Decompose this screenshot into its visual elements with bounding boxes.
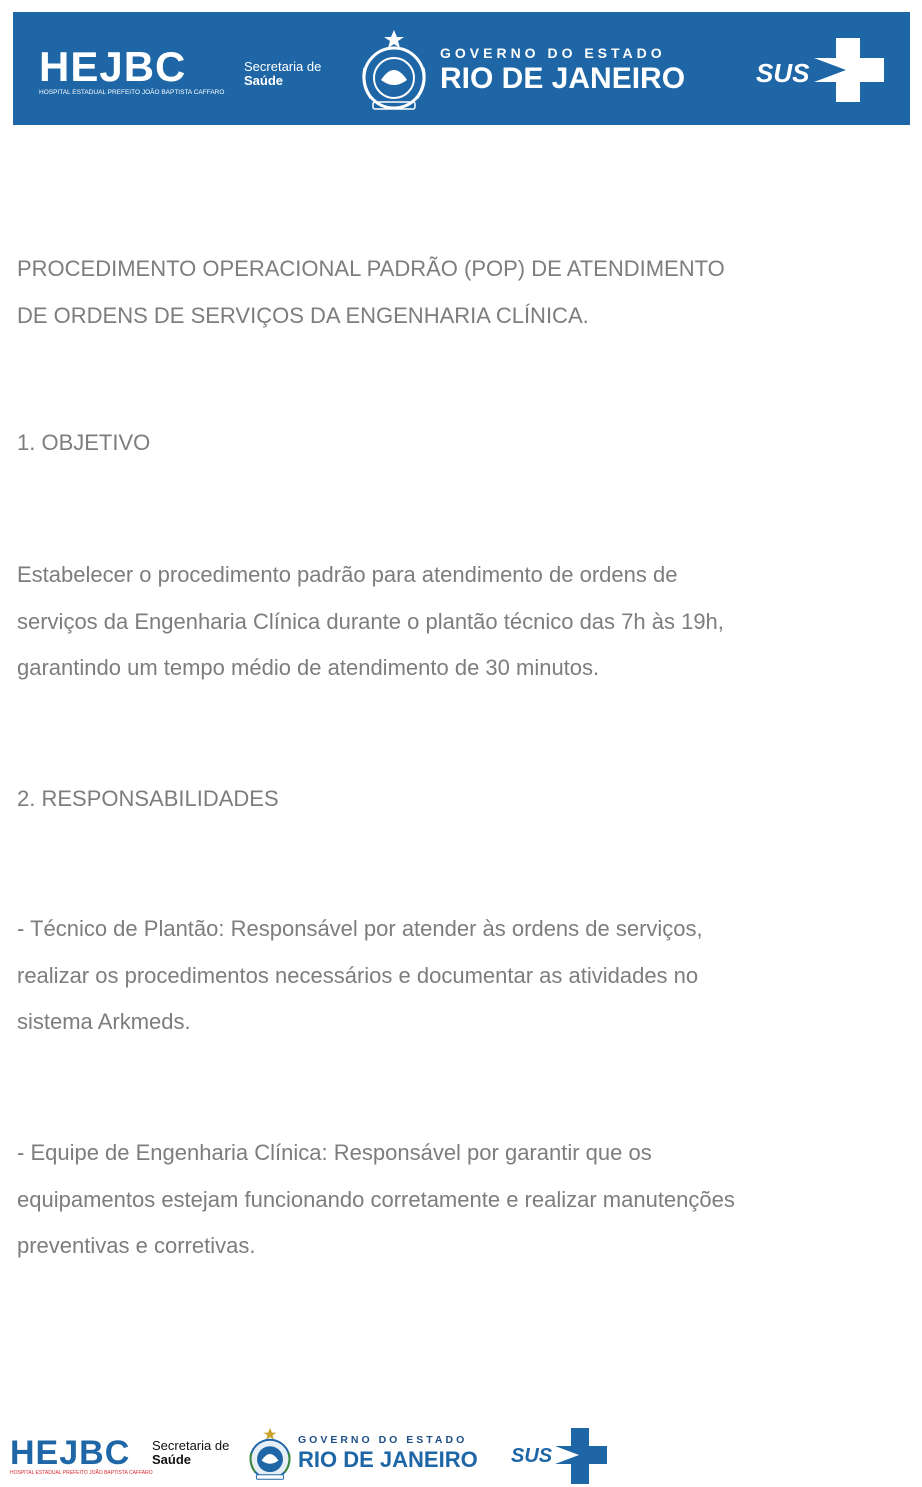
governo-line1: GOVERNO DO ESTADO: [298, 1434, 468, 1446]
paragraph-line: preventivas e corretivas.: [17, 1233, 256, 1258]
sus-text: SUS: [511, 1445, 553, 1467]
hejbc-logo-text: HEJBC: [39, 43, 187, 90]
title-line2: DE ORDENS DE SERVIÇOS DA ENGENHARIA CLÍNICA.: [17, 302, 589, 328]
paragraph-line: - Equipe de Engenharia Clínica: Responsável por garantir que os: [17, 1140, 652, 1165]
secretaria-line1: Secretaria de: [152, 1438, 230, 1453]
hejbc-logo-subtext: HOSPITAL ESTADUAL PREFEITO JOÃO BAPTISTA CAFFARO: [39, 89, 225, 96]
paragraph-line: Estabelecer o procedimento padrão para atendimento de ordens de: [17, 562, 678, 587]
secretaria-line1: Secretaria de: [244, 59, 322, 74]
paragraph-line: sistema Arkmeds.: [17, 1009, 191, 1034]
governo-line1: GOVERNO DO ESTADO: [440, 45, 666, 61]
governo-estado-label: [298, 1435, 478, 1471]
hejbc-logo: [10, 1436, 153, 1476]
secretaria-line2: Saúde: [244, 73, 284, 89]
responsabilidade-tecnico-plantao: [17, 906, 817, 1046]
sus-cross-icon: [814, 38, 884, 102]
sus-text: SUS: [756, 58, 810, 88]
sus-cross-icon: [555, 1428, 607, 1484]
section-objetivo-heading: [17, 420, 150, 467]
document-title: [17, 246, 817, 339]
governo-estado-label: [440, 46, 685, 94]
footer-logos: [0, 1420, 922, 1487]
secretaria-saude-label: [152, 1439, 229, 1468]
title-line1: PROCEDIMENTO OPERACIONAL PADRÃO (POP) DE ATENDIMENTO: [17, 256, 725, 281]
responsabilidade-equipe-engenharia: [17, 1130, 817, 1270]
hejbc-logo: [39, 43, 225, 97]
paragraph-line: garantindo um tempo médio de atendimento de 30 minutos.: [17, 655, 600, 680]
paragraph-line: serviços da Engenharia Clínica durante o plantão técnico das 7h às 19h,: [17, 608, 724, 634]
section-objetivo-paragraph: [17, 552, 817, 692]
hejbc-logo-subtext: HOSPITAL ESTADUAL PREFEITO JOÃO BAPTISTA CAFFARO: [10, 1470, 153, 1476]
section1-heading-text: 1. OBJETIVO: [17, 430, 151, 455]
secretaria-saude-label: [244, 60, 321, 89]
section2-heading-text: 2. RESPONSABILIDADES: [17, 786, 279, 811]
section-responsabilidades-heading: [17, 776, 279, 823]
governo-line2: RIO DE JANEIRO: [440, 62, 686, 95]
governo-line2: RIO DE JANEIRO: [298, 1446, 478, 1472]
header-banner: [13, 12, 910, 125]
paragraph-line: equipamentos estejam funcionando corretamente e realizar manutenções: [17, 1186, 735, 1212]
paragraph-line: realizar os procedimentos necessários e documentar as atividades no: [17, 962, 699, 988]
paragraph-line: - Técnico de Plantão: Responsável por atender às ordens de serviços,: [17, 916, 703, 941]
hejbc-logo-text: HEJBC: [10, 1434, 131, 1472]
secretaria-line2: Saúde: [152, 1452, 192, 1468]
rio-de-janeiro-crest: [357, 28, 431, 112]
rio-de-janeiro-crest: [246, 1426, 294, 1482]
